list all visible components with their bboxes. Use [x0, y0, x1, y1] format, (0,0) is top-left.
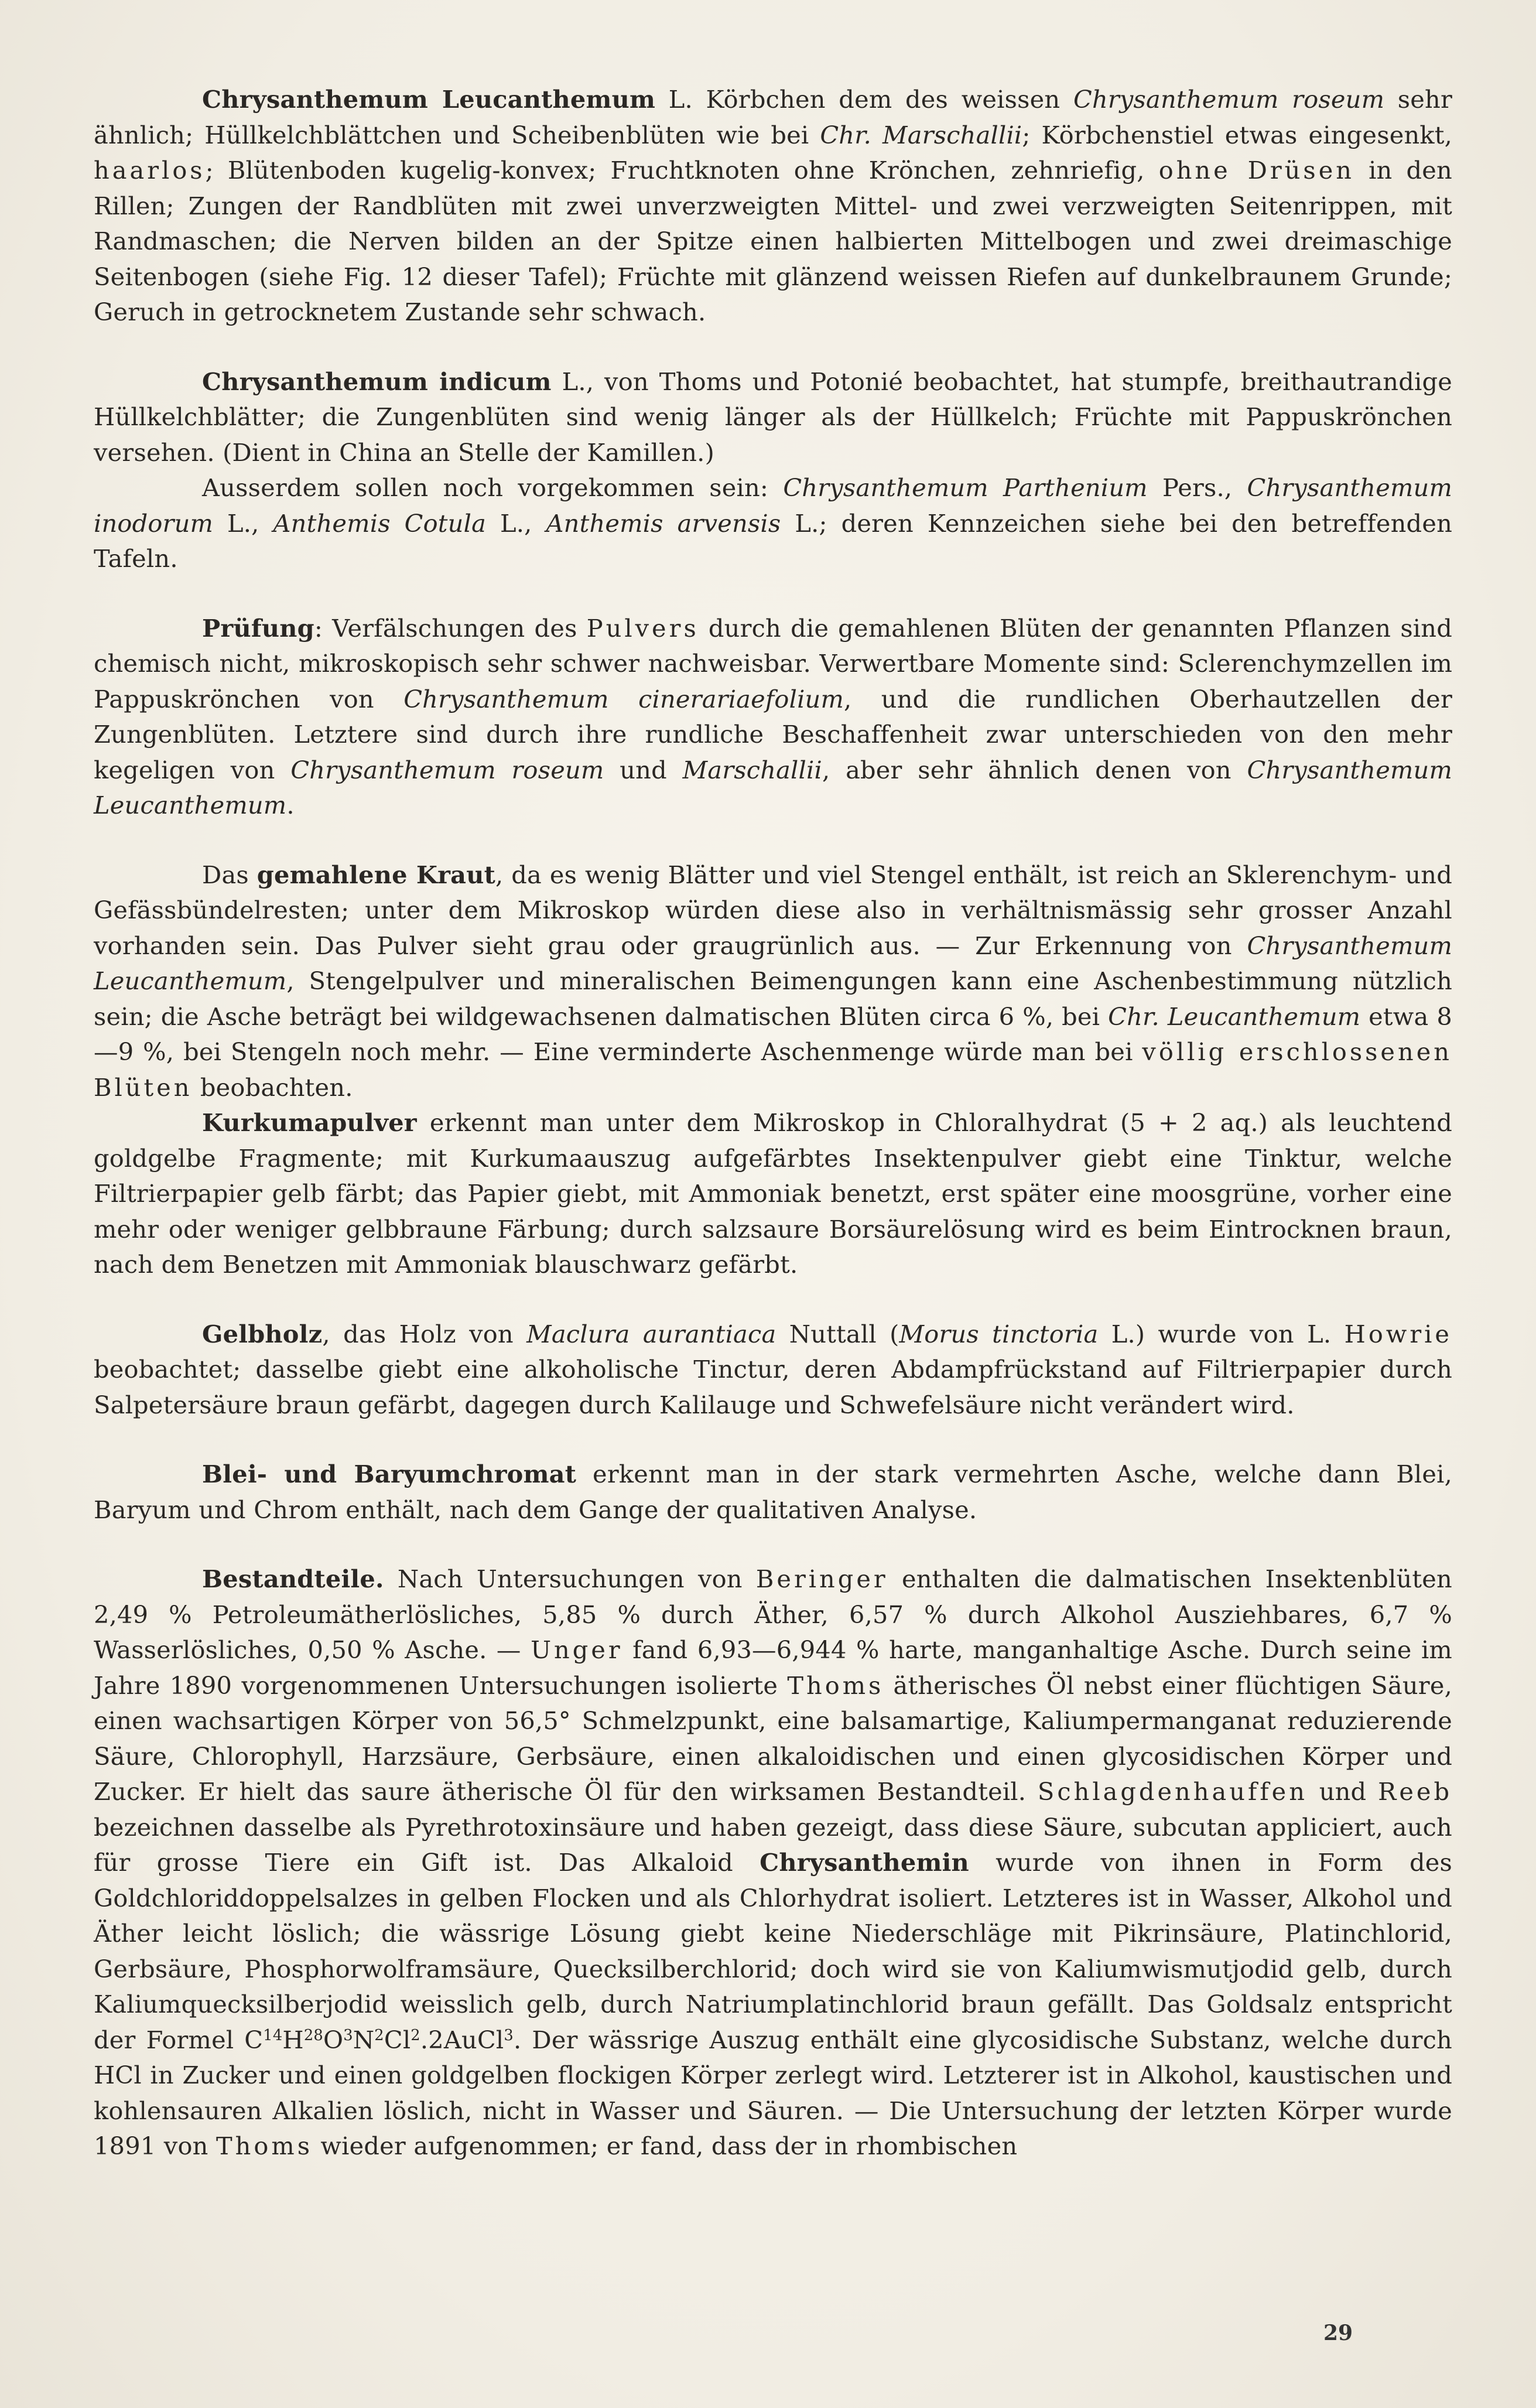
- paragraph-kurkuma: Kurkumapulver erkennt man unter dem Mikroskop in Chloralhydrat (5 + 2 aq.) als leuchtend goldgelbe Fragmente; mit Kurkumaauszug aufgefärbtes Insektenpulver giebt eine Tinktur, welche Filtrierpapier gelb färbt; das Papier giebt, mit Ammoniak benetzt, erst später eine moosgrüne, vorher eine mehr oder weniger gelbbraune Färbung; durch salzsaure Borsäurelösung wird es beim Eintrocknen braun, nach dem Benetzen mit Ammoniak blauschwarz gefärbt.: [94, 1108, 1452, 1279]
- species-heading: Chrysanthemum Leucanthemum: [202, 85, 656, 114]
- section-heading: Gelbholz: [202, 1319, 323, 1348]
- paragraph-bleichromat: Blei- und Baryumchromat erkennt man in der stark vermehrten Asche, welche dann Blei, Baryum und Chrom enthält, nach dem Gange der qualitativen Analyse.: [94, 1460, 1452, 1524]
- paragraph-other-species: Ausserdem sollen noch vorgekommen sein: Chrysanthemum Parthenium Pers., Chrysanthemum inodorum L., Anthemis Cotula L., Anthemis arvensis L.; deren Kennzeichen siehe bei den betreffenden Tafeln.: [94, 473, 1453, 573]
- text-block: [94, 82, 1452, 2164]
- section-heading: Blei- und Baryumchromat: [202, 1460, 577, 1488]
- section-heading: Prüfung: [202, 613, 314, 643]
- paragraph-bestandteile: Bestandteile. Nach Untersuchungen von Beringer enthalten die dalmatischen Insektenblüten 2,49 % Petroleumätherlösliches, 5,85 % durch Äther, 6,57 % durch Alkohol Ausziehbares, 6,7 % Wasserlösliches, 0,50 % Asche. — Unger fand 6,93—6,944 % harte, manganhaltige Asche. Durch seine im Jahre 1890 vorgenommenen Untersuchungen isolierte Thoms ätherisches Öl nebst einer flüchtigen Säure, einen wachsartigen Körper von 56,5° Schmelzpunkt, eine balsamartige, Kaliumpermanganat reduzierende Säure, Chlorophyll, Harzsäure, Gerbsäure, einen alkaloidischen und einen glycosidischen Körper und Zucker. Er hielt das saure ätherische Öl für den wirksamen Bestandteil. Schlagdenhauffen und Reeb bezeichnen dasselbe als Pyrethrotoxinsäure und haben gezeigt, dass diese Säure, subcutan appliciert, auch für grosse Tiere ein Gift ist. Das Alkaloid Chrysanthemin wurde von ihnen in Form des Goldchloriddoppelsalzes in gelben Flocken und als Chlorhydrat isoliert. Letzteres ist in Wasser, Alkohol und Äther leicht löslich; die wässrige Lösung giebt keine Niederschläge mit Pikrinsäure, Platinchlorid, Gerbsäure, Phosphorwolframsäure, Quecksilberchlorid; doch wird sie von Kaliumwismutjodid gelb, durch Kaliumquecksilberjodid weisslich gelb, durch Natriumplatinchlorid braun gefällt. Das Goldsalz entspricht der Formel $C^{14}H^{28}O^3N^2Cl^2.2AuCl^3$. Der wässrige Auszug enthält eine glycosidische Substanz, welche durch HCl in Zucker und einen goldgelben flockigen Körper zerlegt wird. Letzterer ist in Alkohol, kaustischen und kohlensauren Alkalien löslich, nicht in Wasser und Säuren. — Die Untersuchung der letzten Körper wurde 1891 von Thoms wieder aufgenommen; er fand, dass der in rhombischen: [94, 1565, 1453, 2160]
- paragraph-indicum: Chrysanthemum indicum L., von Thoms und Potonié beobachtet, hat stumpfe, breithautrandige Hüllkelchblätter; die Zungenblüten sind wenig länger als der Hüllkelch; Früchte mit Pappuskrönchen versehen. (Dient in China an Stelle der Kamillen.): [94, 367, 1452, 467]
- species-heading: Chrysanthemum indicum: [202, 367, 552, 396]
- paragraph-gelbholz: Gelbholz, das Holz von Maclura aurantiaca Nuttall (Morus tinctoria L.) wurde von L. Howrie beobachtet; dasselbe giebt eine alkoholische Tinctur, deren Abdampfrückstand auf Filtrierpapier durch Salpetersäure braun gefärbt, dagegen durch Kalilauge und Schwefelsäure nicht verändert wird.: [94, 1319, 1452, 1419]
- page-number: 29: [1323, 2321, 1353, 2345]
- section-heading: Kurkumapulver: [202, 1108, 417, 1137]
- paragraph-pruefung: Prüfung: Verfälschungen des Pulvers durch die gemahlenen Blüten der genannten Pflanzen sind chemisch nicht, mikroskopisch sehr schwer nachweisbar. Verwertbare Momente sind: Sclerenchymzellen im Pappuskrönchen von Chrysanthemum cinerariaefolium, und die rundlichen Oberhautzellen der Zungenblüten. Letztere sind durch ihre rundliche Beschaffenheit zwar unterschieden von den mehr kegeligen von Chrysanthemum roseum und Marschallii, aber sehr ähnlich denen von Chrysanthemum Leucanthemum.: [94, 613, 1453, 819]
- section-heading: Bestandteile.: [202, 1565, 384, 1593]
- paragraph-kraut: Das gemahlene Kraut, da es wenig Blätter und viel Stengel enthält, ist reich an Sklerenchym- und Gefässbündelresten; unter dem Mikroskop würden diese also in verhältnismässig sehr grosser Anzahl vorhanden sein. Das Pulver sieht grau oder graugrünlich aus. — Zur Erkennung von Chrysanthemum Leucanthemum, Stengelpulver und mineralischen Beimengungen kann eine Aschenbestimmung nützlich sein; die Asche beträgt bei wildgewachsenen dalmatischen Blüten circa 6 %, bei Chr. Leucanthemum etwa 8—9 %, bei Stengeln noch mehr. — Eine verminderte Aschenmenge würde man bei völlig erschlossenen Blüten beobachten.: [94, 860, 1452, 1102]
- paragraph-leucanthemum: Chrysanthemum Leucanthemum L. Körbchen dem des weissen Chrysanthemum roseum sehr ähnlich; Hüllkelchblättchen und Scheibenblüten wie bei Chr. Marschallii; Körbchenstiel etwas eingesenkt, haarlos; Blütenboden kugelig-konvex; Fruchtknoten ohne Krönchen, zehnriefig, ohne Drüsen in den Rillen; Zungen der Randblüten mit zwei unverzweigten Mittel- und zwei verzweigten Seitenrippen, mit Randmaschen; die Nerven bilden an der Spitze einen halbierten Mittelbogen und zwei dreimaschige Seitenbogen (siehe Fig. 12 dieser Tafel); Früchte mit glänzend weissen Riefen auf dunkelbraunem Grunde; Geruch in getrocknetem Zustande sehr schwach.: [94, 85, 1452, 326]
